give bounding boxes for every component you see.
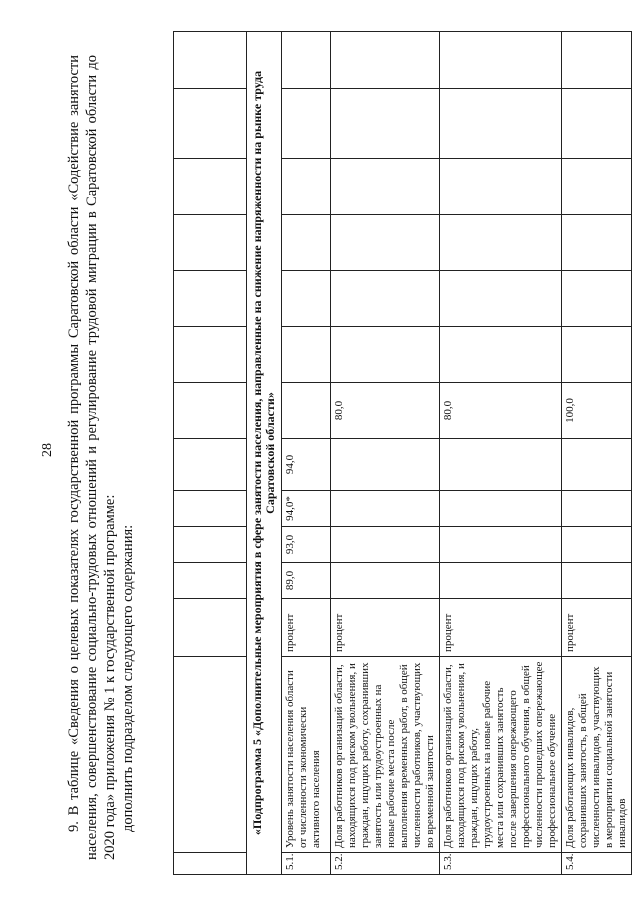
value-cell bbox=[331, 159, 440, 215]
table-cell bbox=[174, 271, 247, 327]
value-cell bbox=[282, 327, 331, 383]
table-cell bbox=[174, 327, 247, 383]
value-cell bbox=[282, 215, 331, 271]
value-cell bbox=[440, 491, 562, 527]
value-cell bbox=[562, 439, 632, 491]
unit: процент bbox=[562, 599, 632, 657]
value-cell bbox=[331, 563, 440, 599]
table-cell bbox=[174, 383, 247, 439]
row-number: 5.1. bbox=[282, 853, 331, 875]
value-cell bbox=[440, 527, 562, 563]
subprogram-title: «Подпрограмма 5 «Дополнительные мероприятия в сфере занятости населения, направленные на снижение напряженности на рынке труда Саратовской области» bbox=[247, 32, 282, 875]
row-number: 5.4. bbox=[562, 853, 632, 875]
value-cell bbox=[440, 327, 562, 383]
intro-paragraph: дополнить подразделом следующего содержания: bbox=[120, 524, 136, 832]
value-cell bbox=[562, 215, 632, 271]
value-cell bbox=[440, 439, 562, 491]
value-cell bbox=[331, 527, 440, 563]
value-cell bbox=[331, 32, 440, 89]
value-cell: 89,0 bbox=[282, 563, 331, 599]
value-cell: 93,0 bbox=[282, 527, 331, 563]
subprogram-row bbox=[247, 32, 282, 875]
value-cell bbox=[440, 271, 562, 327]
value-cell bbox=[282, 89, 331, 159]
table-cell bbox=[174, 853, 247, 875]
intro-paragraph: 9. В таблице «Сведения о целевых показателях государственной программы Саратовской области «Содействие занятости населения, совершенствование социально-трудовых отношений и регулирование трудовой миграции в Саратовской области до 2020 года» приложения № 1 к государственной программе: bbox=[66, 55, 118, 860]
value-cell bbox=[282, 159, 331, 215]
table-head-row bbox=[174, 32, 247, 875]
table-row bbox=[282, 32, 331, 875]
table-row bbox=[440, 32, 562, 875]
value-cell bbox=[282, 383, 331, 439]
value-cell bbox=[331, 89, 440, 159]
table-cell bbox=[174, 599, 247, 657]
value-cell: 94,0* bbox=[282, 491, 331, 527]
indicator-name: Уровень занятости населения области от численности экономически активного населения bbox=[282, 657, 331, 853]
table-cell bbox=[174, 89, 247, 159]
page-number: 28 bbox=[40, 443, 55, 457]
row-number: 5.2. bbox=[331, 853, 440, 875]
intro-text bbox=[65, 55, 137, 860]
value-cell bbox=[562, 32, 632, 89]
indicators-table bbox=[173, 31, 632, 875]
table-cell bbox=[174, 215, 247, 271]
table-cell bbox=[174, 439, 247, 491]
value-cell: 94,0 bbox=[282, 439, 331, 491]
row-number: 5.3. bbox=[440, 853, 562, 875]
value-cell bbox=[440, 159, 562, 215]
value-cell bbox=[562, 527, 632, 563]
value-cell bbox=[440, 563, 562, 599]
unit: процент bbox=[282, 599, 331, 657]
value-cell bbox=[440, 32, 562, 89]
value-cell bbox=[440, 215, 562, 271]
value-cell bbox=[282, 271, 331, 327]
indicator-name: Доля работников организаций области, находящихся под риском увольнения, и граждан, ищущих работу, сохранивших занятость или трудоустроенных на новые рабочие места после выполнения временных работ, в общей численности работников, участвующих во временной занятости bbox=[331, 657, 440, 853]
value-cell bbox=[331, 215, 440, 271]
value-cell bbox=[440, 89, 562, 159]
value-cell bbox=[331, 327, 440, 383]
unit: процент bbox=[331, 599, 440, 657]
value-cell bbox=[562, 159, 632, 215]
value-cell bbox=[562, 491, 632, 527]
table-cell bbox=[174, 159, 247, 215]
value-cell bbox=[562, 271, 632, 327]
value-cell: 100,0 bbox=[562, 383, 632, 439]
unit: процент bbox=[440, 599, 562, 657]
value-cell bbox=[562, 327, 632, 383]
value-cell: 80,0 bbox=[440, 383, 562, 439]
value-cell bbox=[562, 563, 632, 599]
table-cell bbox=[174, 527, 247, 563]
value-cell bbox=[562, 89, 632, 159]
table-cell bbox=[174, 563, 247, 599]
value-cell bbox=[331, 491, 440, 527]
table-row bbox=[562, 32, 632, 875]
value-cell: 80,0 bbox=[331, 383, 440, 439]
table-cell bbox=[174, 491, 247, 527]
table-row bbox=[331, 32, 440, 875]
table-cell bbox=[174, 32, 247, 89]
indicator-name: Доля работающих инвалидов, сохранивших занятость, в общей численности инвалидов, участвующих в мероприятии социальной занятости инвалидов bbox=[562, 657, 632, 853]
value-cell bbox=[331, 271, 440, 327]
value-cell bbox=[331, 439, 440, 491]
value-cell bbox=[282, 32, 331, 89]
indicator-name: Доля работников организаций области, находящихся под риском увольнения, и граждан, ищущих работу, трудоустроенных на новые рабочие места или сохранивших занятость после завершения опережающего профессионального обучения, в общей численности прошедших опережающее профессиональное обучение bbox=[440, 657, 562, 853]
table-cell bbox=[174, 657, 247, 853]
